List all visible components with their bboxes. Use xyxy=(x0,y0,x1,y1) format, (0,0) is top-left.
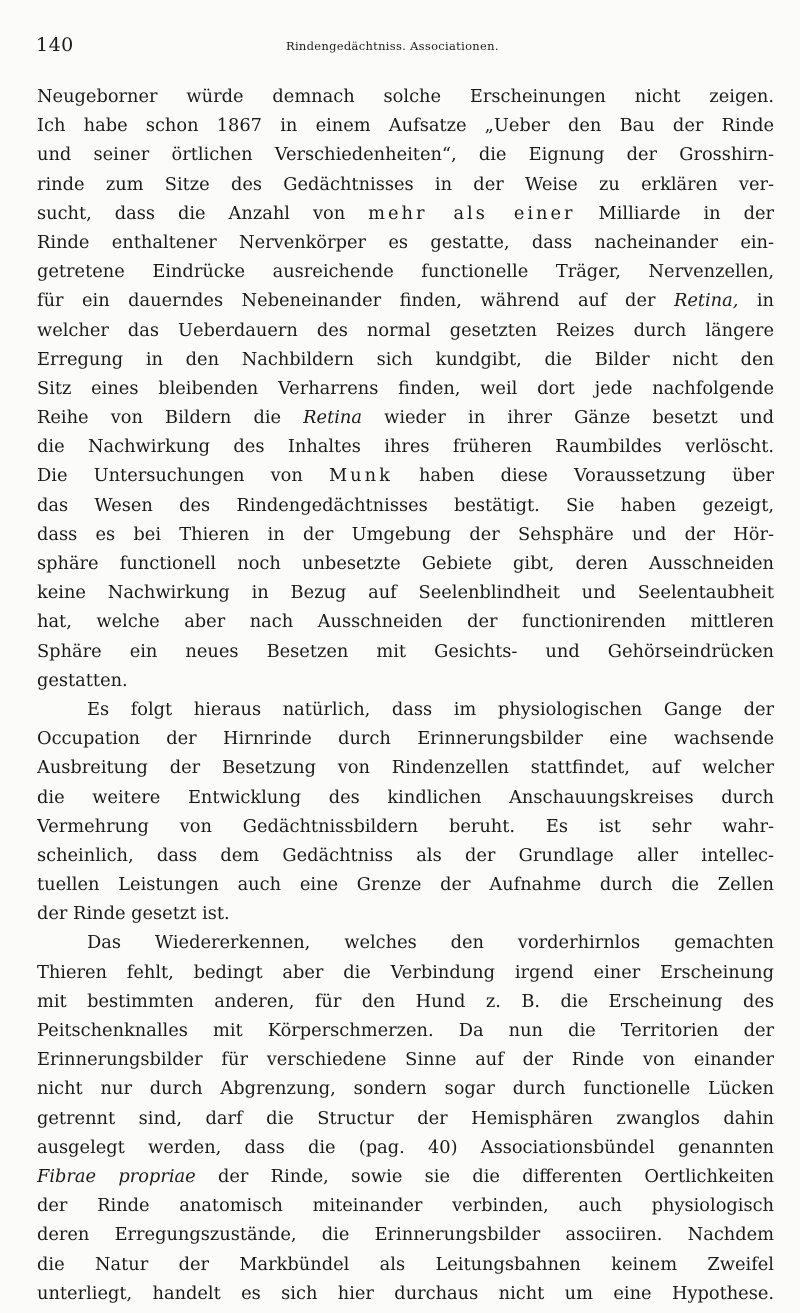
line-text: getrennt sind, darf die Structur der Hemisphären zwanglos dahin xyxy=(37,1107,774,1129)
text-line xyxy=(37,316,774,345)
text-line xyxy=(37,724,774,753)
line-text: keine Nachwirkung in Bezug auf Seelenblindheit und Seelentaubheit xyxy=(37,582,774,604)
text-line xyxy=(37,257,774,286)
line-text: die Natur der Markbündel als Leitungsbahnen keinem Zweifel xyxy=(37,1253,774,1275)
text-line xyxy=(37,520,774,549)
line-text: dass es bei Thieren in der Umgebung der Sehsphäre und der Hör- xyxy=(37,523,774,545)
line-text: Reihe von Bildern die xyxy=(37,407,304,429)
line-text: scheinlich, dass dem Gedächtniss als der Grundlage aller intellec- xyxy=(37,844,774,866)
line-text: und seiner örtlichen Verschiedenheiten“, die Eignung der Grosshirn- xyxy=(37,144,774,166)
line-text: Sitz eines bleibenden Verharrens finden, weil dort jede nachfolgende xyxy=(37,377,774,399)
line-text: unterliegt, handelt es sich hier durchaus nicht um eine Hypothese. xyxy=(37,1282,774,1304)
text-line xyxy=(37,199,774,228)
line-text: sucht, dass die Anzahl von xyxy=(37,202,369,224)
line-text: der Rinde, sowie sie die differenten Oertlichkeiten xyxy=(195,1165,774,1187)
text-line xyxy=(37,111,774,140)
line-text: für ein dauerndes Nebeneinander finden, während auf der xyxy=(37,290,674,312)
text-line xyxy=(37,1191,774,1220)
line-text: Erinnerungsbilder für verschiedene Sinne auf der Rinde von einander xyxy=(37,1049,774,1071)
line-text: deren Erregungszustände, die Erinnerungsbilder associiren. Nachdem xyxy=(37,1224,774,1246)
text-line xyxy=(37,607,774,636)
spaced-text: mehr als einer xyxy=(368,202,576,224)
line-text: die weitere Entwicklung des kindlichen Anschauungskreises durch xyxy=(37,786,774,808)
running-head: Rindengedächtniss. Associationen. xyxy=(286,39,499,53)
text-line xyxy=(37,753,774,782)
line-text: Das Wiedererkennen, welches den vorderhirnlos gemachten xyxy=(87,932,774,954)
text-line xyxy=(37,695,774,724)
line-text: ausgelegt werden, dass die (pag. 40) Associationsbündel genannten xyxy=(37,1136,774,1158)
text-line xyxy=(37,812,774,841)
italic-text: Retina, xyxy=(673,290,739,312)
text-line xyxy=(37,1250,774,1279)
line-text: die Nachwirkung des Inhaltes ihres früheren Raumbildes verlöscht. xyxy=(37,436,774,458)
text-line xyxy=(37,170,774,199)
text-line xyxy=(37,1045,774,1074)
line-text: Vermehrung von Gedächtnissbildern beruht. Es ist sehr wahr- xyxy=(37,815,774,837)
text-line xyxy=(37,82,774,111)
text-line xyxy=(37,578,774,607)
text-line xyxy=(37,666,774,695)
line-text: wieder in ihrer Gänze besetzt und xyxy=(361,407,774,429)
line-text: getretene Eindrücke ausreichende functionelle Träger, Nervenzellen, xyxy=(37,261,774,283)
text-line xyxy=(37,403,774,432)
line-text: das Wesen des Rindengedächtnisses bestätigt. Sie haben gezeigt, xyxy=(37,494,774,516)
text-line xyxy=(37,1016,774,1045)
text-line xyxy=(37,432,774,461)
text-line xyxy=(37,549,774,578)
line-text: haben diese Voraussetzung über xyxy=(392,465,774,487)
text-line xyxy=(37,286,774,315)
text-line xyxy=(37,870,774,899)
text-line xyxy=(37,228,774,257)
line-text: mit bestimmten anderen, für den Hund z. B. die Erscheinung des xyxy=(37,990,774,1012)
text-line xyxy=(37,461,774,490)
text-line xyxy=(37,140,774,169)
line-text: der Rinde gesetzt ist. xyxy=(37,903,230,925)
line-text: welcher das Ueberdauern des normal gesetzten Reizes durch längere xyxy=(37,319,774,341)
text-line xyxy=(37,958,774,987)
line-text: Neugeborner würde demnach solche Erscheinungen nicht zeigen. xyxy=(37,86,774,107)
text-line xyxy=(37,1074,774,1103)
line-text: Occupation der Hirnrinde durch Erinnerungsbilder eine wachsende xyxy=(37,728,774,750)
page-header xyxy=(36,34,768,60)
line-text: nicht nur durch Abgrenzung, sondern sogar durch functionelle Lücken xyxy=(37,1078,774,1100)
text-line xyxy=(37,1162,774,1191)
body-text xyxy=(37,82,774,1308)
line-text: in xyxy=(738,290,774,312)
line-text: Sphäre ein neues Besetzen mit Gesichts- und Gehörseindrücken xyxy=(37,640,774,662)
line-text: Thieren fehlt, bedingt aber die Verbindung irgend einer Erscheinung xyxy=(37,961,774,983)
text-line xyxy=(37,1220,774,1249)
line-text: Milliarde in der xyxy=(575,202,774,224)
line-text: rinde zum Sitze des Gedächtnisses in der Weise zu erklären ver- xyxy=(37,173,774,195)
line-text: der Rinde anatomisch miteinander verbinden, auch physiologisch xyxy=(37,1195,774,1217)
line-text: Es folgt hieraus natürlich, dass im physiologischen Gange der xyxy=(87,698,774,720)
text-line xyxy=(37,374,774,403)
text-line xyxy=(37,928,774,957)
text-line xyxy=(37,841,774,870)
italic-text: Retina xyxy=(303,407,362,429)
text-line xyxy=(37,899,774,928)
text-line xyxy=(37,1104,774,1133)
line-text: Ausbreitung der Besetzung von Rindenzellen stattfindet, auf welcher xyxy=(37,757,774,779)
line-text: gestatten. xyxy=(37,669,128,691)
spaced-text: Munk xyxy=(328,465,393,487)
text-line xyxy=(37,491,774,520)
text-line xyxy=(37,637,774,666)
text-line xyxy=(37,987,774,1016)
line-text: Erregung in den Nachbildern sich kundgibt, die Bilder nicht den xyxy=(37,348,774,370)
italic-text: Fibrae propriae xyxy=(37,1165,196,1187)
line-text: tuellen Leistungen auch eine Grenze der Aufnahme durch die Zellen xyxy=(37,874,774,896)
text-line xyxy=(37,345,774,374)
text-line xyxy=(37,783,774,812)
line-text: sphäre functionell noch unbesetzte Gebiete gibt, deren Ausschneiden xyxy=(37,553,774,574)
page-number: 140 xyxy=(36,34,74,56)
text-line xyxy=(37,1279,774,1308)
line-text: hat, welche aber nach Ausschneiden der functionirenden mittleren xyxy=(37,611,774,633)
line-text: Ich habe schon 1867 in einem Aufsatze „Ueber den Bau der Rinde xyxy=(37,115,774,137)
line-text: Die Untersuchungen von xyxy=(37,465,329,487)
line-text: Peitschenknalles mit Körperschmerzen. Da nun die Territorien der xyxy=(37,1020,774,1041)
line-text: Rinde enthaltener Nervenkörper es gestatte, dass nacheinander ein- xyxy=(37,231,774,253)
text-line xyxy=(37,1133,774,1162)
